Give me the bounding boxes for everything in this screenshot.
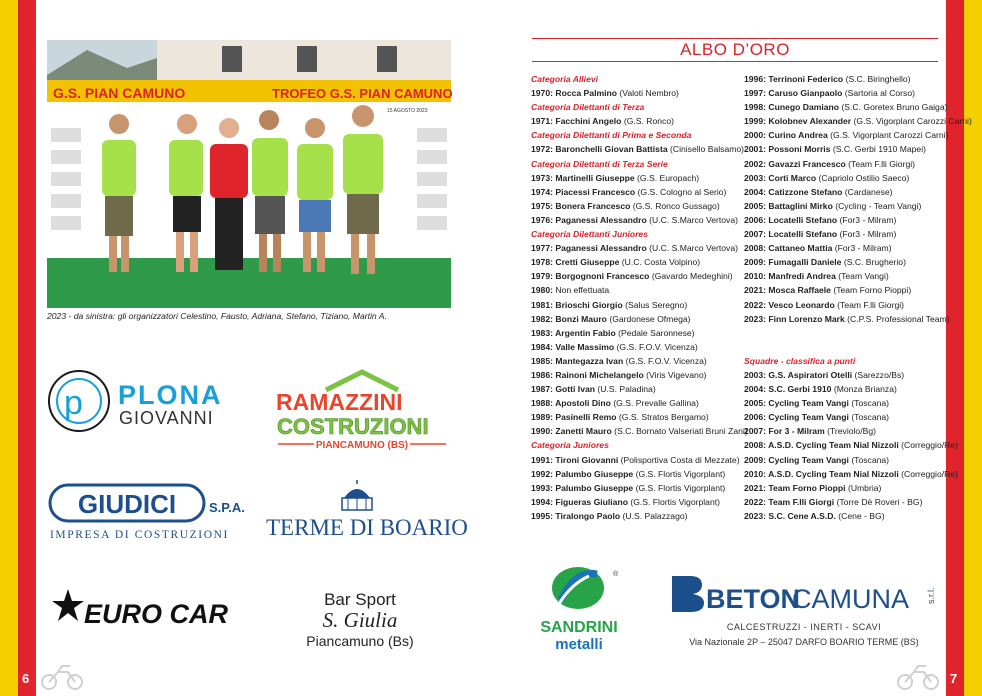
eurocar-logo xyxy=(54,585,254,629)
albo-winner-entry xyxy=(531,255,736,269)
albo-winner-name: Bonera Francesco xyxy=(555,200,633,211)
albo-winner-name: Manfredi Andrea xyxy=(768,271,839,282)
albo-winner-name: Finn Lorenzo Mark xyxy=(768,313,848,324)
albo-year: 2004: xyxy=(744,186,769,197)
albo-team: (C.P.S. Professional Team) xyxy=(847,313,950,324)
albo-winner-name: S.C. Gerbi 1910 xyxy=(768,384,834,395)
albo-winner-entry xyxy=(744,410,944,424)
albo-winner-entry xyxy=(531,86,736,100)
albo-spacer xyxy=(744,340,944,354)
albo-year: 2006: xyxy=(744,214,769,225)
albo-winner-entry xyxy=(531,171,736,185)
albo-year: 1987: xyxy=(531,384,556,395)
albo-winner-name: Borgognoni Francesco xyxy=(555,271,652,282)
page-number-left: 6 xyxy=(22,671,30,686)
albo-winner-name: Cretti Giuseppe xyxy=(555,257,622,268)
beton-address: Via Nazionale 2P – 25047 DARFO BOARIO TERME (BS) xyxy=(689,637,919,647)
albo-year: 1972: xyxy=(531,144,556,155)
albo-year: 1998: xyxy=(744,102,769,113)
albo-team: (G.S. Ronco Gussago) xyxy=(632,200,720,211)
albo-winner-name: Locatelli Stefano xyxy=(768,229,840,240)
albo-year: 2007: xyxy=(744,426,769,437)
albo-winner-entry xyxy=(531,424,748,438)
albo-team: (S.C. Brugherio) xyxy=(843,257,906,268)
albo-winner-entry xyxy=(744,481,944,495)
albo-year: 1985: xyxy=(531,355,556,366)
albo-winner-name: Battaglini Mirko xyxy=(768,200,836,211)
albo-winner-entry xyxy=(531,467,736,481)
albo-winner-entry xyxy=(531,213,736,227)
albo-team: (For3 - Milram) xyxy=(839,214,897,225)
albo-winner-entry xyxy=(531,142,745,156)
albo-winner-entry xyxy=(744,241,944,255)
albo-team: (Team Vangi) xyxy=(838,271,889,282)
albo-year: 1978: xyxy=(531,257,556,268)
albo-year: 1994: xyxy=(531,496,556,507)
albo-team: (Sarezzo/Bs) xyxy=(854,369,905,380)
albo-winner-entry xyxy=(744,213,944,227)
albo-winner-name: Gavazzi Francesco xyxy=(768,158,849,169)
right-red-band xyxy=(946,0,964,696)
beton-services: CALCESTRUZZI - INERTI - SCAVI xyxy=(726,622,882,632)
albo-year: 1980: xyxy=(531,285,556,296)
albo-winner-name: Piacessi Francesco xyxy=(555,186,638,197)
albo-year: 2003: xyxy=(744,172,769,183)
svg-text:s.r.l.: s.r.l. xyxy=(926,587,936,604)
albo-year: 1973: xyxy=(531,172,556,183)
albo-category-heading: Categoria Dilettanti di Prima e Seconda xyxy=(531,130,692,141)
albo-year: 1971: xyxy=(531,116,556,127)
plona-giovanni-logo xyxy=(46,368,256,438)
albo-team: (Salus Seregno) xyxy=(625,299,688,310)
albo-winner-entry xyxy=(531,382,736,396)
albo-winner-name: Corti Marco xyxy=(768,172,819,183)
albo-team: (For3 - Milram) xyxy=(839,229,897,240)
albo-winner-entry xyxy=(531,481,736,495)
albo-winner-name: Team F.lli Giorgi xyxy=(768,496,837,507)
albo-oro-title: ALBO D’ORO xyxy=(532,38,938,62)
sandrini-metalli-logo xyxy=(531,566,627,654)
albo-year: 2004: xyxy=(744,384,769,395)
albo-year: 1990: xyxy=(531,426,556,437)
albo-year: 1997: xyxy=(744,88,769,99)
albo-winner-name: Palumbo Giuseppe xyxy=(555,482,636,493)
albo-winner-entry xyxy=(744,495,944,509)
albo-team: (Umbria) xyxy=(847,482,882,493)
albo-winner-entry xyxy=(531,495,736,509)
albo-winner-name: Valle Massimo xyxy=(555,341,617,352)
albo-winner-entry xyxy=(744,142,944,156)
albo-year: 1999: xyxy=(744,116,769,127)
albo-year: 2023: xyxy=(744,510,769,521)
albo-winner-name: Gotti Ivan xyxy=(555,384,598,395)
albo-winner-entry xyxy=(744,438,958,452)
svg-text:SANDRINI: SANDRINI xyxy=(540,619,618,636)
albo-winner-name: Kolobnev Alexander xyxy=(768,116,854,127)
albo-winner-entry xyxy=(744,509,944,523)
albo-winner-entry xyxy=(744,283,944,297)
albo-winner-name: Cycling Team Vangi xyxy=(768,454,852,465)
left-red-band xyxy=(18,0,36,696)
albo-year: 2005: xyxy=(744,398,769,409)
albo-year: 1977: xyxy=(531,243,556,254)
albo-winner-entry xyxy=(531,114,736,128)
albo-team: (Cardanese) xyxy=(844,186,893,197)
albo-team: (G.S. Flortis Vigorplant) xyxy=(630,496,720,507)
albo-team: (G.S. Flortis Vigorplant) xyxy=(635,482,726,493)
albo-winner-name: Possoni Morris xyxy=(768,144,833,155)
albo-year: 1970: xyxy=(531,88,556,99)
albo-year: 1988: xyxy=(531,398,556,409)
albo-winner-name: Argentin Fabio xyxy=(555,327,619,338)
albo-winner-entry xyxy=(744,185,944,199)
albo-winner-name: Tiralongo Paolo xyxy=(555,510,623,521)
albo-winner-name: Team Forno Pioppi xyxy=(768,482,848,493)
bar-sport-script: S. Giulia xyxy=(322,608,398,632)
motorcycle-icon xyxy=(40,662,84,690)
albo-winner-name: Catizzone Stefano xyxy=(768,186,845,197)
albo-category-heading: Categoria Dilettanti di Terza Serie xyxy=(531,158,668,169)
albo-team: (U.C. S.Marco Vertova) xyxy=(649,214,738,225)
albo-winner-entry xyxy=(531,283,736,297)
albo-winner-name: Paganessi Alessandro xyxy=(555,214,650,225)
albo-team: (Gardonese Ofmega) xyxy=(609,313,691,324)
albo-team: (G.S. Cologno al Serio) xyxy=(637,186,727,197)
albo-year: 1979: xyxy=(531,271,556,282)
albo-year: 2001: xyxy=(744,144,769,155)
albo-winner-entry xyxy=(744,312,950,326)
albo-winner-entry xyxy=(531,269,736,283)
albo-year: 2021: xyxy=(744,482,769,493)
albo-year: 1984: xyxy=(531,341,556,352)
albo-team: (Gavardo Medeghini) xyxy=(651,271,733,282)
giudici-spa-logo xyxy=(48,482,248,544)
albo-left-column xyxy=(531,72,748,523)
albo-year: 1995: xyxy=(531,510,556,521)
albo-winner-entry xyxy=(744,396,944,410)
organizers-photo xyxy=(47,40,451,308)
albo-team: (U.S. Palazzago) xyxy=(622,510,688,521)
albo-winner-name: Zanetti Mauro xyxy=(555,426,615,437)
right-yellow-band xyxy=(964,0,982,696)
albo-winner-name: Mantegazza Ivan xyxy=(555,355,626,366)
albo-winner-name: A.S.D. Cycling Team Nial Nizzoli xyxy=(768,440,902,451)
albo-winner-entry xyxy=(744,86,944,100)
albo-winner-entry xyxy=(744,467,958,481)
albo-team: (Sartoria al Corso) xyxy=(844,88,915,99)
albo-winner-entry xyxy=(531,410,736,424)
albo-team: (G.S. Stratos Bergamo) xyxy=(618,412,709,423)
svg-text:S.P.A.: S.P.A. xyxy=(209,500,245,515)
albo-winner-entry xyxy=(531,340,736,354)
albo-year: 2008: xyxy=(744,243,769,254)
albo-year: 1989: xyxy=(531,412,556,423)
albo-winner-name: Terrinoni Federico xyxy=(768,74,846,84)
albo-winner-entry xyxy=(531,199,736,213)
terme-di-boario-logo xyxy=(264,478,468,540)
albo-year: 1981: xyxy=(531,299,556,310)
albo-winner-name: Rocca Palmino xyxy=(555,88,620,99)
albo-winner-entry xyxy=(744,269,944,283)
albo-year: 2008: xyxy=(744,440,769,451)
svg-text:BETON: BETON xyxy=(706,584,801,614)
albo-winner-name: Paganessi Alessandro xyxy=(555,243,650,254)
albo-team: (Team Forno Pioppi) xyxy=(833,285,912,296)
albo-winner-entry xyxy=(531,354,736,368)
albo-year: 1983: xyxy=(531,327,556,338)
albo-winner-entry xyxy=(531,509,736,523)
albo-year: 2022: xyxy=(744,299,769,310)
albo-team: (Cycling - Team Vangi) xyxy=(835,200,922,211)
albo-year: 2009: xyxy=(744,257,769,268)
albo-team: (Monza Brianza) xyxy=(833,384,897,395)
albo-category-heading: Categoria Juniores xyxy=(531,440,609,451)
albo-winner-entry xyxy=(744,368,944,382)
albo-category-heading: Categoria Allievi xyxy=(531,74,599,84)
albo-year: 1996: xyxy=(744,74,769,84)
albo-winner-name: Tironi Giovanni xyxy=(555,454,621,465)
albo-winner-name: A.S.D. Cycling Team Nial Nizzoli xyxy=(768,468,902,479)
albo-team: (G.S. F.O.V. Vicenza) xyxy=(625,355,707,366)
svg-text:p: p xyxy=(64,384,83,422)
albo-year: 2000: xyxy=(744,130,769,141)
albo-year: 2010: xyxy=(744,271,769,282)
motorcycle-icon xyxy=(896,662,940,690)
albo-team: (G.S. Flortis Vigorplant) xyxy=(635,468,726,479)
beton-camuna-logo xyxy=(668,570,940,650)
albo-category-heading: Squadre - classifica a punti xyxy=(744,355,856,366)
bar-sport-title: Bar Sport xyxy=(324,590,396,609)
albo-year: 1991: xyxy=(531,454,556,465)
albo-team: (Polisportiva Costa di Mezzate) xyxy=(620,454,740,465)
albo-winner-entry xyxy=(744,72,944,86)
albo-team: (U.C. S.Marco Vertova) xyxy=(649,243,738,254)
albo-team: (G.S. Europach) xyxy=(637,172,700,183)
svg-text:IMPRESA DI COSTRUZIONI: IMPRESA DI COSTRUZIONI xyxy=(50,529,229,541)
albo-right-column xyxy=(744,72,972,523)
svg-text:GIUDICI: GIUDICI xyxy=(77,489,177,519)
albo-year: 2005: xyxy=(744,200,769,211)
albo-category-heading: Categoria Dilettanti Juniores xyxy=(531,229,648,240)
albo-team: (Toscana) xyxy=(851,398,890,409)
bar-sport-town: Piancamuno (Bs) xyxy=(306,633,414,649)
albo-winner-name: Cattaneo Mattia xyxy=(768,243,835,254)
albo-winner-name: Figueras Giuliano xyxy=(555,496,631,507)
albo-team: (U.S. Paladina) xyxy=(597,384,656,395)
albo-winner-entry xyxy=(744,157,944,171)
svg-text:metalli: metalli xyxy=(555,636,603,653)
albo-team: (Toscana) xyxy=(851,412,890,423)
albo-team: (S.C. Gerbi 1910 Mapei) xyxy=(832,144,926,155)
albo-winner-name: Caruso Gianpaolo xyxy=(768,88,845,99)
albo-team: (G.S. Ronco) xyxy=(623,116,674,127)
albo-winner-entry xyxy=(531,312,736,326)
albo-year: 1993: xyxy=(531,482,556,493)
albo-team: (Correggio/Re) xyxy=(901,468,958,479)
albo-year: 1982: xyxy=(531,313,556,324)
albo-winner-name: Brioschi Giorgio xyxy=(555,299,626,310)
albo-team: (Correggio/Re) xyxy=(901,440,958,451)
albo-winner-name: Pasinelli Remo xyxy=(555,412,619,423)
left-yellow-band xyxy=(0,0,18,696)
albo-winner-entry xyxy=(531,298,736,312)
bar-sport-logo xyxy=(300,590,420,656)
svg-text:EURO CAR: EURO CAR xyxy=(84,599,229,629)
albo-winner-name: Vesco Leonardo xyxy=(768,299,838,310)
albo-team: (Toscana) xyxy=(851,454,890,465)
albo-winner-name: G.S. Aspiratori Otelli xyxy=(768,369,855,380)
albo-winner-name: Fumagalli Daniele xyxy=(768,257,844,268)
albo-team: (Treviolo/Bg) xyxy=(827,426,876,437)
svg-text:TROFEO G.S. PIAN CAMUNO: TROFEO G.S. PIAN CAMUNO xyxy=(272,86,453,101)
albo-team: (G.S. Vigorplant Carozzi Carni) xyxy=(853,116,972,127)
page-number-right: 7 xyxy=(950,671,958,686)
albo-year: 2010: xyxy=(744,468,769,479)
svg-text:®: ® xyxy=(613,571,619,578)
albo-winner-entry xyxy=(531,185,736,199)
albo-winner-entry xyxy=(744,128,949,142)
albo-winner-entry xyxy=(744,100,948,114)
albo-winner-name: For 3 - Milram xyxy=(768,426,828,437)
albo-winner-entry xyxy=(531,453,740,467)
albo-team: (U.C. Costa Volpino) xyxy=(621,257,701,268)
albo-year: 1974: xyxy=(531,186,556,197)
albo-spacer xyxy=(744,326,944,340)
svg-text:COSTRUZIONI: COSTRUZIONI xyxy=(277,414,429,439)
albo-team: Non effettuata xyxy=(555,285,610,296)
albo-winner-entry xyxy=(531,368,736,382)
albo-team: (S.C. Biringhello) xyxy=(845,74,911,84)
svg-text:PLONA: PLONA xyxy=(118,380,223,410)
albo-winner-entry xyxy=(531,396,736,410)
albo-year: 2007: xyxy=(744,229,769,240)
albo-year: 2006: xyxy=(744,412,769,423)
albo-year: 2003: xyxy=(744,369,769,380)
svg-text:15 AGOSTO 2023: 15 AGOSTO 2023 xyxy=(387,108,428,114)
svg-text:RAMAZZINI: RAMAZZINI xyxy=(276,389,403,415)
albo-winner-name: Locatelli Stefano xyxy=(768,214,840,225)
albo-winner-name: Cunego Damiano xyxy=(768,102,842,113)
albo-winner-entry xyxy=(744,255,944,269)
albo-year: 2022: xyxy=(744,496,769,507)
ramazzini-costruzioni-logo xyxy=(276,368,448,456)
albo-winner-name: Bonzi Mauro xyxy=(555,313,610,324)
albo-year: 2021: xyxy=(744,285,769,296)
albo-team: (Team F.lli Giorgi) xyxy=(848,158,916,169)
albo-winner-entry xyxy=(744,114,972,128)
albo-year: 1992: xyxy=(531,468,556,479)
albo-winner-name: Apostoli Dino xyxy=(555,398,614,409)
albo-team: (Cinisello Balsamo) xyxy=(670,144,745,155)
albo-winner-name: Martinelli Giuseppe xyxy=(555,172,638,183)
albo-year: 2009: xyxy=(744,454,769,465)
albo-winner-name: Mosca Raffaele xyxy=(768,285,834,296)
albo-winner-name: Cycling Team Vangi xyxy=(768,398,852,409)
albo-team: (Pedale Saronnese) xyxy=(618,327,695,338)
svg-text:TERME DI BOARIO: TERME DI BOARIO xyxy=(266,515,468,540)
albo-team: (S.C. Goretex Bruno Gaiga) xyxy=(841,102,948,113)
albo-year: 2023: xyxy=(744,313,769,324)
albo-winner-name: S.C. Cene A.S.D. xyxy=(768,510,839,521)
albo-year: 1986: xyxy=(531,369,556,380)
albo-team: (S.C. Bornato Valseriati Bruni Zani) xyxy=(614,426,748,437)
svg-text:G.S. PIAN CAMUNO: G.S. PIAN CAMUNO xyxy=(53,85,186,101)
albo-winner-name: Cycling Team Vangi xyxy=(768,412,852,423)
albo-team: (G.S. Prevalle Gallina) xyxy=(613,398,699,409)
albo-winner-entry xyxy=(744,424,944,438)
photo-caption: 2023 - da sinistra: gli organizzatori Celestino, Fausto, Adriana, Stefano, Tiziano, Martin A. xyxy=(47,311,387,321)
albo-team: (Capriolo Ostilio Saeco) xyxy=(818,172,910,183)
albo-winner-name: Facchini Angelo xyxy=(555,116,624,127)
albo-winner-name: Palumbo Giuseppe xyxy=(555,468,636,479)
albo-year: 1975: xyxy=(531,200,556,211)
albo-winner-entry xyxy=(744,453,944,467)
albo-winner-entry xyxy=(744,171,944,185)
albo-winner-entry xyxy=(531,241,736,255)
albo-winner-name: Baronchelli Giovan Battista xyxy=(555,144,670,155)
svg-text:PIANCAMUNO (BS): PIANCAMUNO (BS) xyxy=(315,440,409,451)
albo-team: (Valoti Nembro) xyxy=(619,88,679,99)
albo-team: (G.S. F.O.V. Vicenza) xyxy=(616,341,698,352)
albo-team: (Torre Dè Roveri - BG) xyxy=(836,496,923,507)
svg-text:CAMUNA: CAMUNA xyxy=(792,584,910,614)
albo-team: (G.S. Vigorplant Carozzi Carni) xyxy=(830,130,949,141)
albo-year: 2002: xyxy=(744,158,769,169)
albo-team: (Cene - BG) xyxy=(838,510,885,521)
albo-team: (Team F.lli Giorgi) xyxy=(837,299,905,310)
albo-team: (For3 - Milram) xyxy=(834,243,892,254)
albo-category-heading: Categoria Dilettanti di Terza xyxy=(531,102,645,113)
albo-winner-entry xyxy=(531,326,736,340)
svg-text:GIOVANNI: GIOVANNI xyxy=(119,408,214,428)
albo-team: (Viris Vigevano) xyxy=(646,369,707,380)
albo-winner-entry xyxy=(744,382,944,396)
albo-winner-entry xyxy=(744,199,944,213)
albo-winner-name: Rainoni Michelangelo xyxy=(555,369,647,380)
albo-winner-entry xyxy=(744,227,944,241)
albo-year: 1976: xyxy=(531,214,556,225)
albo-winner-entry xyxy=(744,298,944,312)
albo-winner-name: Curino Andrea xyxy=(768,130,831,141)
